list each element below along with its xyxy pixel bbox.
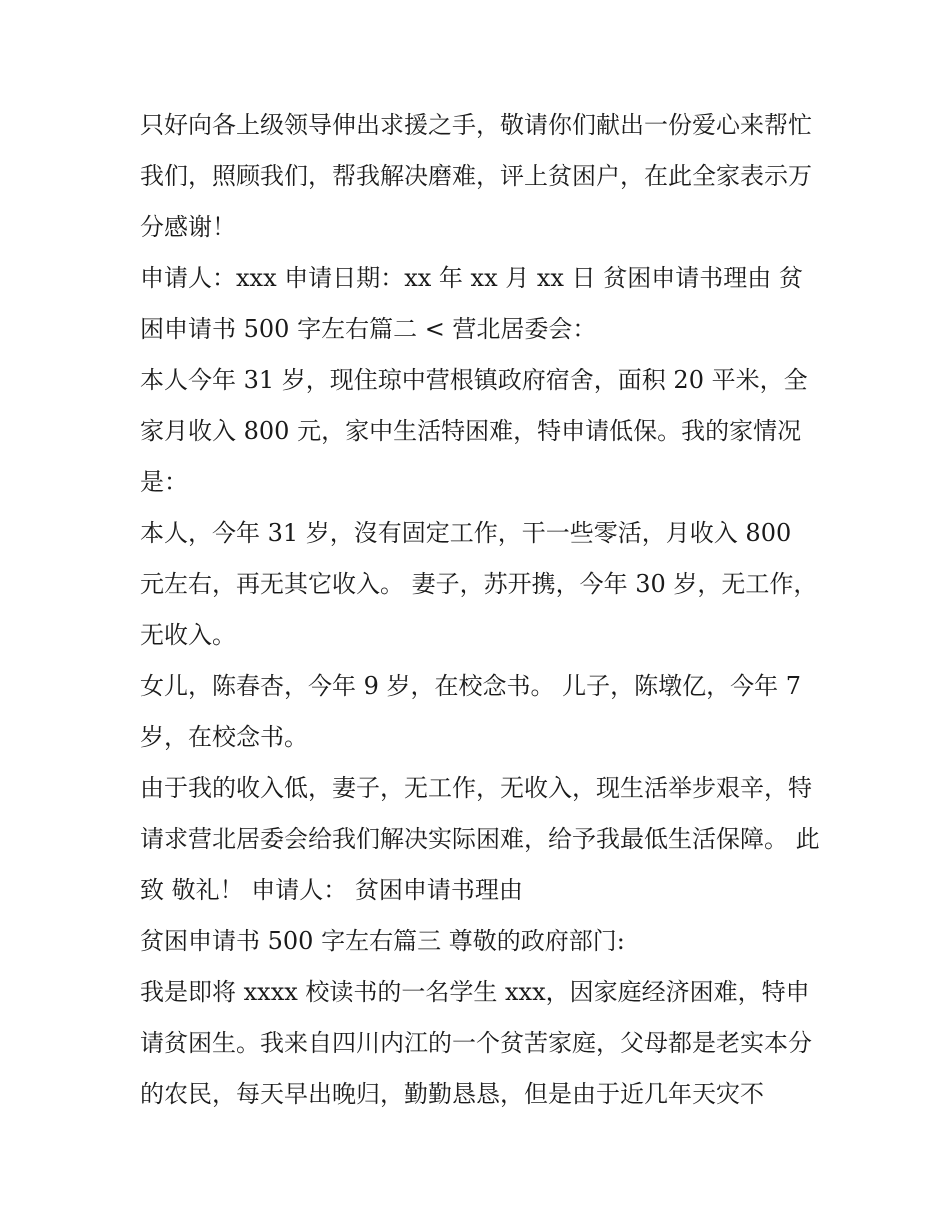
paragraph-request: 由于我的收入低，妻子，无工作，无收入，现生活举步艰辛，特请求营北居委会给我们解决实际困难，给予我最低生活保障。 此致 敬礼！ 申请人： 贫困申请书理由: [140, 774, 820, 904]
paragraph-plea: 只好向各上级领导伸出求援之手，敬请你们献出一份爱心来帮忙我们，照顾我们，帮我解决磨难，评上贫困户，在此全家表示万分感谢！: [140, 111, 812, 241]
paragraph-self-and-wife: 本人，今年 31 岁，沒有固定工作，干一些零活，月收入 800 元左右，再无其它收入。 妻子，苏开携，今年 30 岁，无工作，无收入。: [140, 519, 818, 649]
paragraph-children: 女儿，陈春杏，今年 9 岁，在校念书。 儿子，陈墩亿，今年 7 岁，在校念书。: [140, 672, 802, 751]
document-body: [140, 100, 820, 1120]
paragraph-section-three-heading: 贫困申请书 500 字左右篇三 尊敬的政府部门:: [140, 927, 625, 955]
paragraph-student-intro: 我是即将 xxxx 校读书的一名学生 xxx，因家庭经济困难，特申请贫困生。我来自四川内江的一个贫苦家庭，父母都是老实本分的农民，每天早出晚归，勤勤恳恳，但是由于近几年天灾不: [140, 978, 812, 1108]
paragraph-self-intro: 本人今年 31 岁，现住琼中营根镇政府宿舍，面积 20 平米，全家月收入 800 元，家中生活特困难，特申请低保。我的家情况是：: [140, 366, 808, 496]
paragraph-applicant-line: 申请人：xxx 申请日期：xx 年 xx 月 xx 日 贫困申请书理由 贫困申请书 500 字左右篇二 < 营北居委会：: [140, 264, 803, 343]
